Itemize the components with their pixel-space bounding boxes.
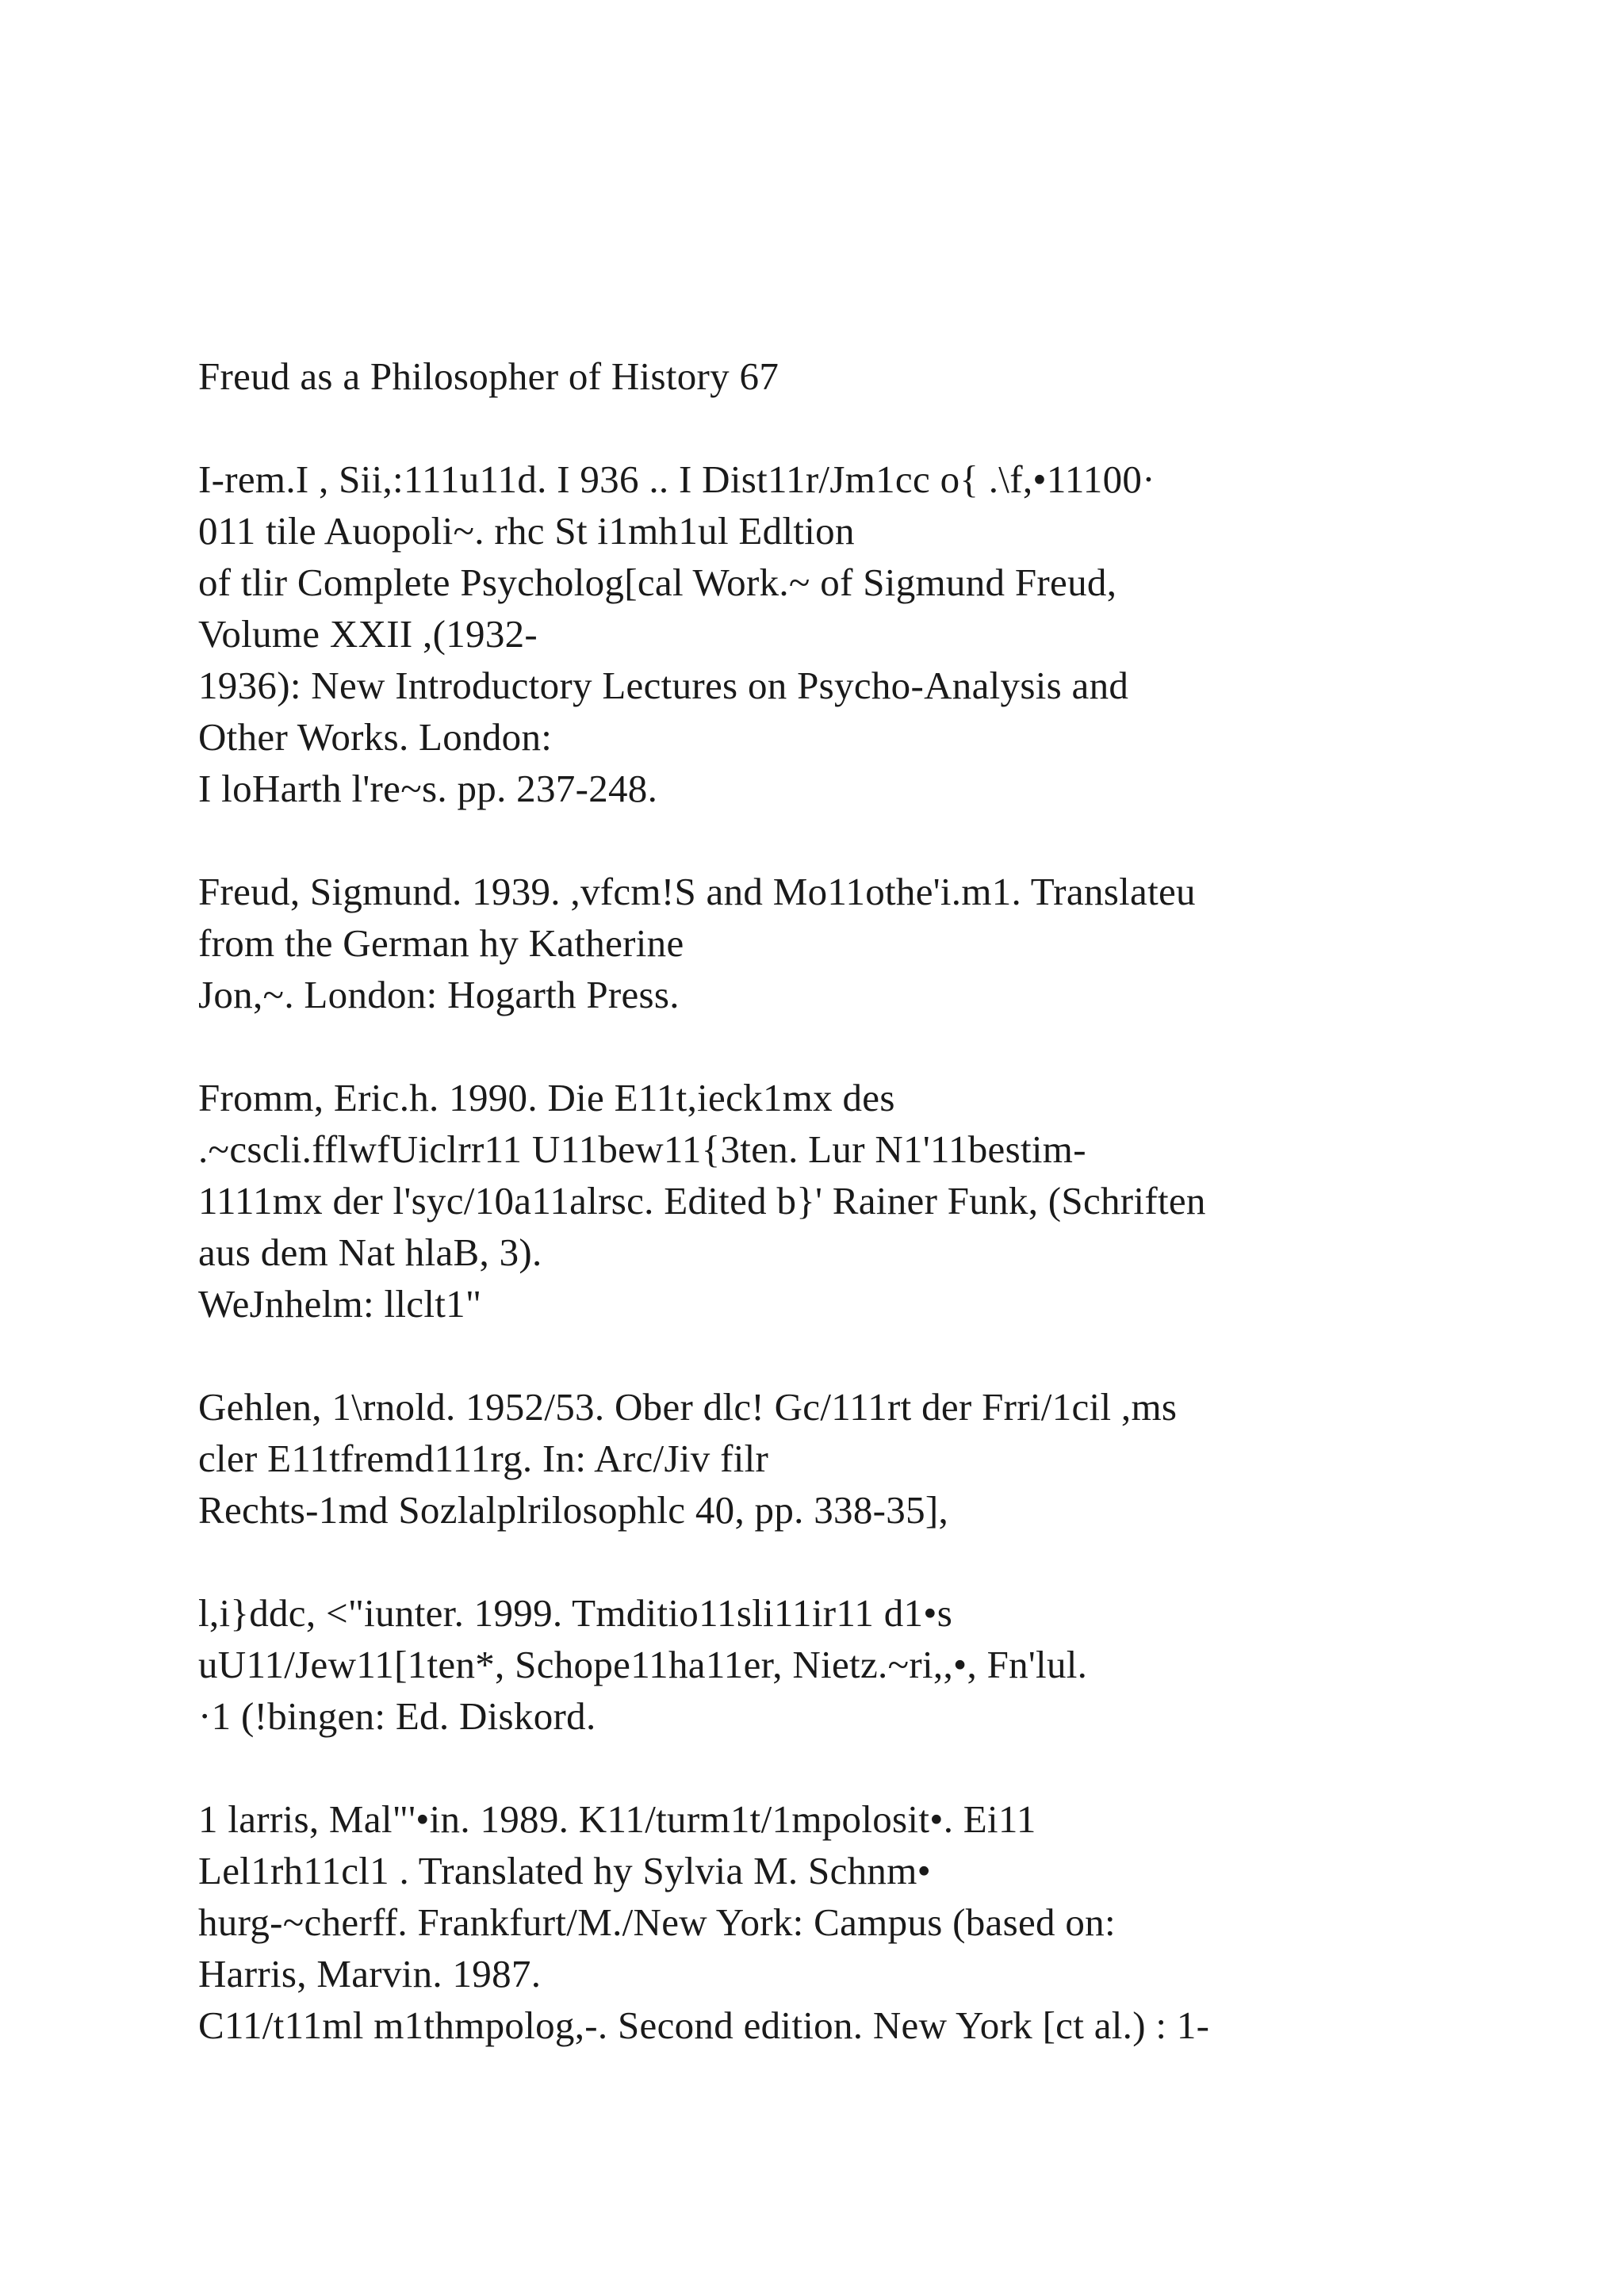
text-line: Jon,~. London: Hogarth Press. (198, 973, 680, 1016)
text-line: aus dem Nat hlaB, 3). (198, 1230, 542, 1274)
text-line: of tlir Complete Psycholog[cal Work.~ of Sigmund Freud, (198, 561, 1117, 604)
text-line: l,i}ddc, <"iunter. 1999. Tmditio11sli11ir11 d1•s (198, 1591, 953, 1635)
paragraph-gap (198, 1742, 1546, 1793)
document-page (198, 350, 1546, 2051)
reference-entry-gehlen-1952 (198, 1381, 1546, 1536)
text-line: 011 tile Auopoli~. rhc St i1mh1ul Edltion (198, 509, 855, 553)
text-line: Volume XXII ,(1932- (198, 612, 538, 656)
text-line: Harris, Marvin. 1987. (198, 1952, 542, 1996)
text-line: cler E11tfremd111rg. In: Arc/Jiv filr (198, 1437, 769, 1480)
text-line: Rechts-1md Sozlalplrilosophlc 40, pp. 338-35], (198, 1488, 949, 1532)
text-line: from the German hy Katherine (198, 921, 684, 965)
text-line: I-rem.I , Sii,:111u11d. I 936 .. I Dist11r/Jm1cc o{ .\f,•11100· (198, 457, 1155, 501)
text-line: Gehlen, 1\rnold. 1952/53. Ober dlc! Gc/111rt der Frri/1cil ,ms (198, 1385, 1178, 1429)
text-line: Freud, Sigmund. 1939. ,vfcm!S and Mo11othe'i.m1. Translateu (198, 870, 1196, 913)
text-line: uU11/Jew11[1ten*, Schope11ha11er, Nietz.~ri,,•, Fn'lul. (198, 1643, 1088, 1686)
text-line: WeJnhelm: llclt1" (198, 1282, 482, 1326)
text-line: I loHarth l're~s. pp. 237-248. (198, 767, 658, 810)
text-line: Other Works. London: (198, 715, 553, 759)
text-line: Fromm, Eric.h. 1990. Die E11t,ieck1mx des (198, 1076, 895, 1119)
paragraph-gap (198, 1536, 1546, 1587)
reference-entry-freud-1936 (198, 453, 1546, 814)
paragraph-gap (198, 402, 1546, 453)
reference-entry-freud-1939 (198, 866, 1546, 1020)
text-line: 1936): New Introductory Lectures on Psycho-Analysis and (198, 664, 1129, 707)
reference-entry-1999 (198, 1587, 1546, 1742)
reference-entry-harris-1989 (198, 1793, 1546, 2051)
running-header: Freud as a Philosopher of History 67 (198, 354, 779, 398)
text-line: Lel1rh11cl1 . Translated hy Sylvia M. Schnm• (198, 1849, 932, 1892)
text-line: C11/t11ml m1thmpolog,-. Second edition. New York [ct al.) : 1- (198, 2003, 1210, 2047)
text-line: ·1 (!bingen: Ed. Diskord. (198, 1694, 596, 1738)
text-line: hurg-~cherff. Frankfurt/M./New York: Campus (based on: (198, 1900, 1116, 1944)
paragraph-gap (198, 1330, 1546, 1381)
text-line: 1111mx der l'syc/10a11alrsc. Edited b}' Rainer Funk, (Schriften (198, 1179, 1206, 1223)
text-line: .~cscli.fflwfUiclrr11 U11bew11{3ten. Lur N1'11bestim- (198, 1127, 1086, 1171)
paragraph-gap (198, 814, 1546, 866)
paragraph-gap (198, 1020, 1546, 1072)
text-line: 1 larris, Mal"'•in. 1989. K11/turm1t/1mpolosit•. Ei11 (198, 1797, 1036, 1841)
reference-entry-fromm-1990 (198, 1072, 1546, 1330)
